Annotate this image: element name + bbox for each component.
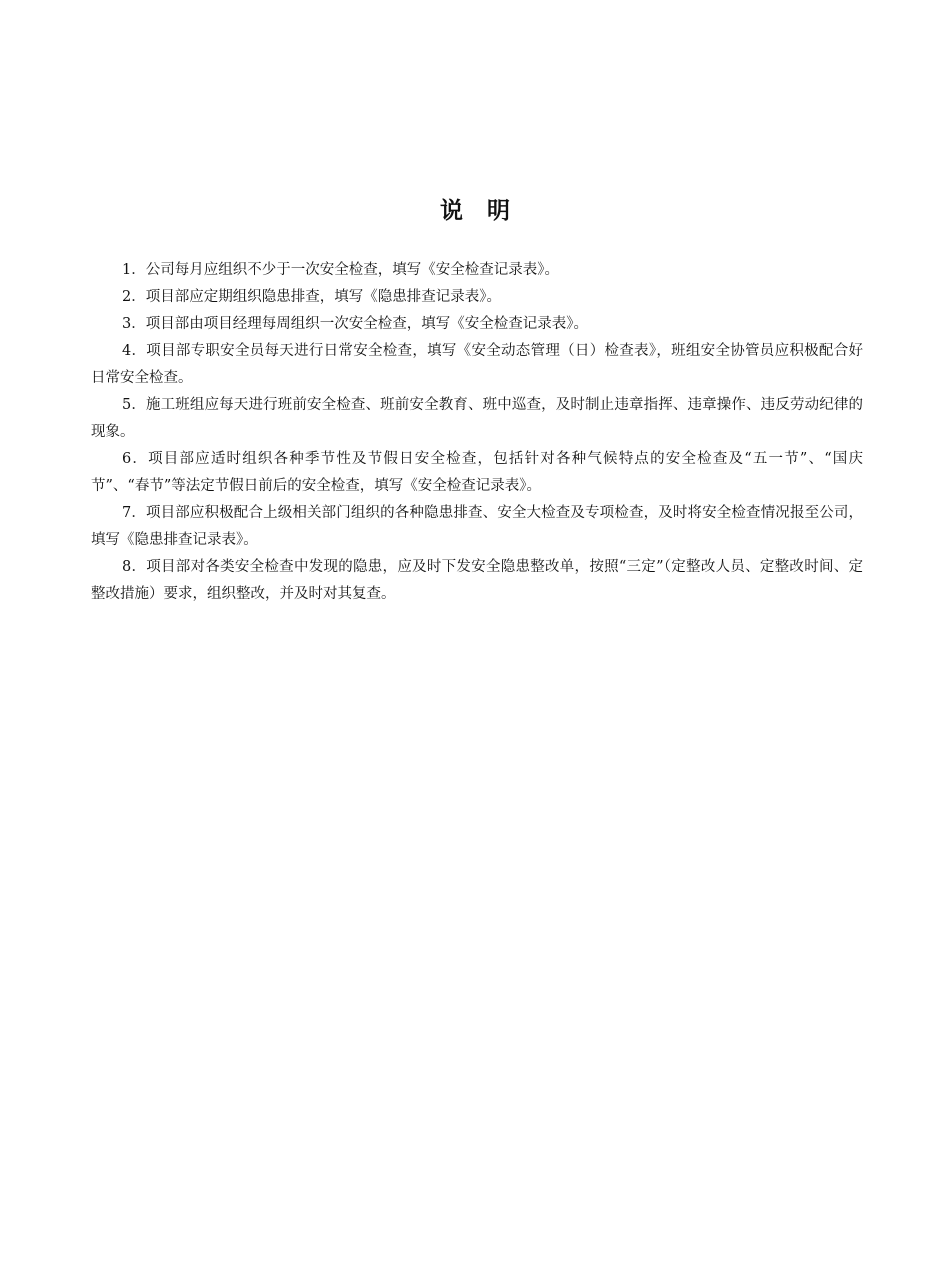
instruction-list bbox=[91, 257, 863, 608]
instruction-item-7: 7．项目部应积极配合上级相关部门组织的各种隐患排查、安全大检查及专项检查，及时将安全检查情况报至公司，填写《隐患排查记录表》。 bbox=[91, 505, 863, 548]
instruction-item-2: 2．项目部应定期组织隐患排查，填写《隐患排查记录表》。 bbox=[122, 289, 501, 305]
instruction-item-8: 8．项目部对各类安全检查中发现的隐患，应及时下发安全隐患整改单，按照“三定”（定整改人员、定整改时间、定整改措施）要求，组织整改，并及时对其复查。 bbox=[91, 559, 863, 602]
instruction-item-1: 1．公司每月应组织不少于一次安全检查，填写《安全检查记录表》。 bbox=[122, 262, 559, 278]
instruction-item-6: 6．项目部应适时组织各种季节性及节假日安全检查，包括针对各种气候特点的安全检查及“五一节”、“国庆节”、“春节”等法定节假日前后的安全检查，填写《安全检查记录表》。 bbox=[91, 451, 863, 494]
instruction-item-4: 4．项目部专职安全员每天进行日常安全检查，填写《安全动态管理（日）检查表》，班组安全协管员应积极配合好日常安全检查。 bbox=[91, 343, 863, 386]
instruction-item-3: 3．项目部由项目经理每周组织一次安全检查，填写《安全检查记录表》。 bbox=[122, 316, 588, 332]
document-title: 说 明 bbox=[439, 197, 511, 225]
instruction-item-5: 5．施工班组应每天进行班前安全检查、班前安全教育、班中巡查，及时制止违章指挥、违章操作、违反劳动纪律的现象。 bbox=[91, 397, 863, 440]
